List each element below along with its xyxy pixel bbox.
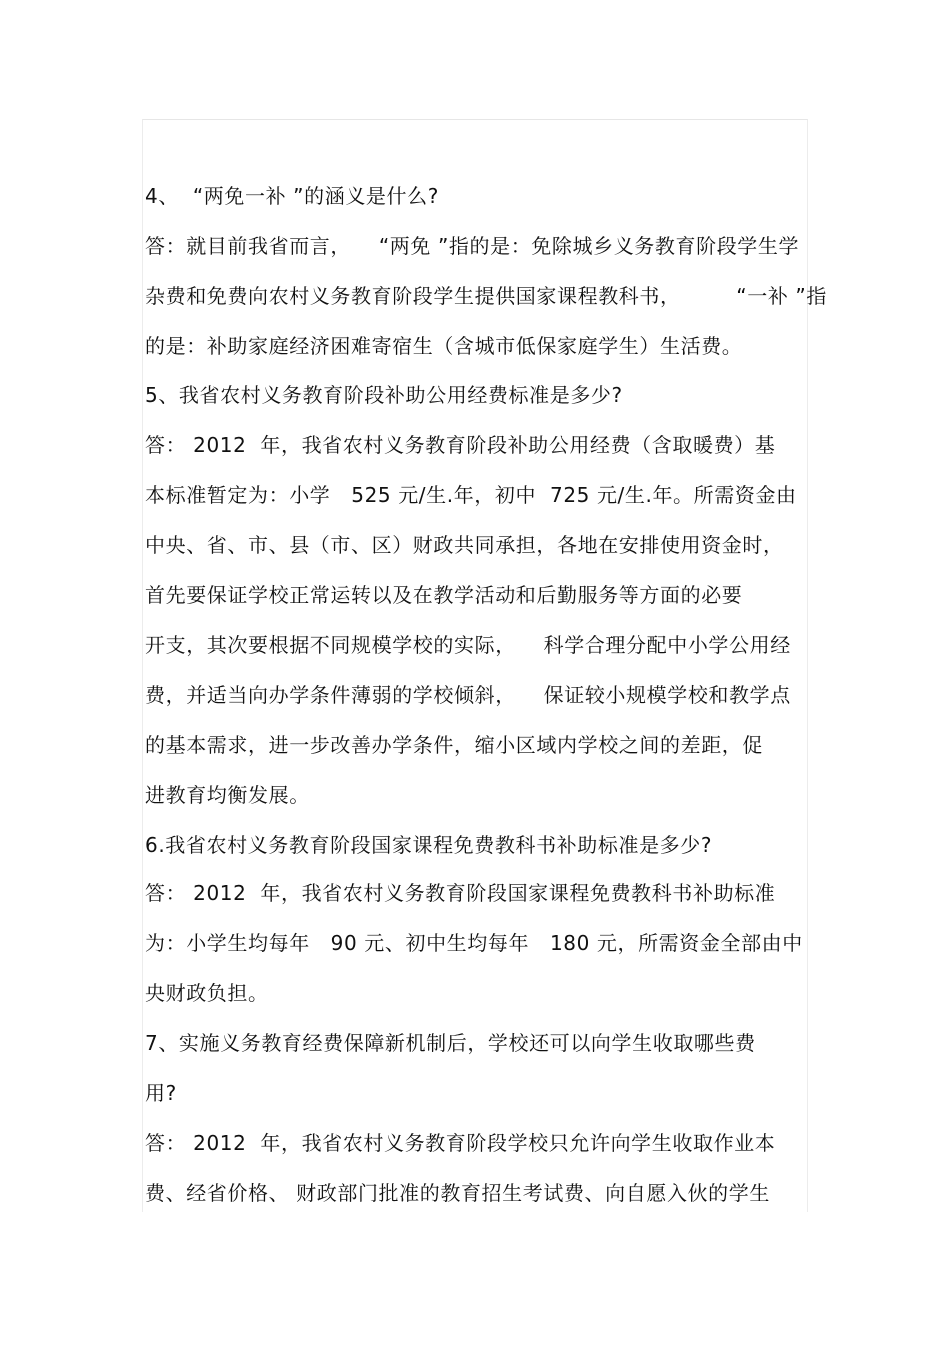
answer-7-line-2: 费、经省价格、 财政部门批准的教育招生考试费、向自愿入伙的学生 — [145, 1181, 770, 1205]
question-7-heading-line-2: 用? — [145, 1081, 177, 1105]
answer-6-line-1: 答： 2012 年，我省农村义务教育阶段国家课程免费教科书补助标准 — [145, 881, 776, 905]
answer-4-line-1: 答：就目前我省而言， “两免 ”指的是：免除城乡义务教育阶段学生学 — [145, 234, 800, 258]
question-4-heading: 4、 “两免一补 ”的涵义是什么? — [145, 184, 439, 208]
answer-6-line-3: 央财政负担。 — [145, 981, 269, 1005]
answer-5-line-1: 答： 2012 年，我省农村义务教育阶段补助公用经费（含取暖费）基 — [145, 433, 776, 457]
question-6-heading: 6.我省农村义务教育阶段国家课程免费教科书补助标准是多少? — [145, 833, 713, 857]
answer-7-line-1: 答： 2012 年，我省农村义务教育阶段学校只允许向学生收取作业本 — [145, 1131, 776, 1155]
answer-6-line-2: 为：小学生均每年 90 元、初中生均每年 180 元，所需资金全部由中 — [145, 931, 803, 955]
answer-5-line-2: 本标准暂定为：小学 525 元/生.年，初中 725 元/生.年。所需资金由 — [145, 483, 797, 507]
answer-5-line-3: 中央、省、市、县（市、区）财政共同承担，各地在安排使用资金时， — [145, 533, 784, 557]
answer-5-line-5: 开支，其次要根据不同规模学校的实际， 科学合理分配中小学公用经 — [145, 633, 791, 657]
question-5-heading: 5、我省农村义务教育阶段补助公用经费标准是多少? — [145, 383, 623, 407]
question-7-heading-line-1: 7、实施义务教育经费保障新机制后，学校还可以向学生收取哪些费 — [145, 1031, 756, 1055]
answer-4-line-3: 的是：补助家庭经济困难寄宿生（含城市低保家庭学生）生活费。 — [145, 334, 743, 358]
answer-5-line-7: 的基本需求，进一步改善办学条件，缩小区域内学校之间的差距，促 — [145, 733, 763, 757]
answer-5-line-6: 费，并适当向办学条件薄弱的学校倾斜， 保证较小规模学校和教学点 — [145, 683, 791, 707]
answer-5-line-4: 首先要保证学校正常运转以及在教学活动和后勤服务等方面的必要 — [145, 583, 743, 607]
answer-4-line-2: 杂费和免费向农村义务教育阶段学生提供国家课程教科书， “一补 ”指 — [145, 284, 827, 308]
answer-5-line-8: 进教育均衡发展。 — [145, 783, 310, 807]
